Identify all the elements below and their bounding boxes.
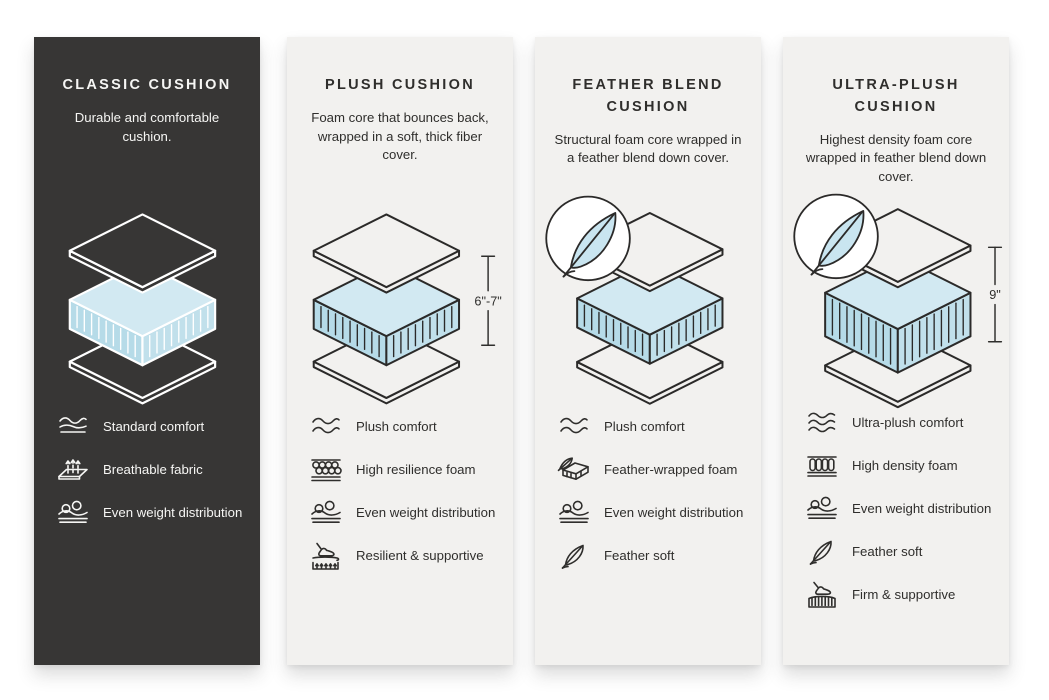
feature-row <box>56 456 252 484</box>
foot-press-icon <box>309 542 343 570</box>
foot-firm-icon <box>805 581 839 609</box>
wave-comfort-icon <box>557 413 591 441</box>
wave-comfort-icon <box>805 409 839 437</box>
feature-label: Breathable fabric <box>103 462 203 478</box>
feature-row <box>557 456 753 484</box>
height-dimension-label: 6"-7" <box>474 293 502 309</box>
card-plush-cushion <box>287 37 513 665</box>
feature-list <box>805 409 1001 624</box>
feature-label: Standard comfort <box>103 419 205 435</box>
feather-icon <box>557 542 591 570</box>
cushion-diagram-wrap <box>535 193 761 407</box>
cushion-exploded-diagram <box>291 209 509 409</box>
feather-wrapped-foam-icon <box>557 456 591 484</box>
feature-label: Even weight distribution <box>604 505 744 521</box>
feature-row <box>557 499 753 527</box>
feature-label: Feather soft <box>852 544 923 560</box>
feature-label: Even weight distribution <box>852 501 992 517</box>
card-ultra-plush-cushion <box>783 37 1009 665</box>
feature-label: Feather soft <box>604 548 675 564</box>
feature-label: Plush comfort <box>604 419 685 435</box>
card-description: Highest density foam core wrapped in feather blend down cover. <box>805 131 987 184</box>
cushion-diagram-wrap <box>783 191 1009 411</box>
feature-row <box>805 409 1001 437</box>
feature-row <box>805 495 1001 523</box>
weight-distribution-icon <box>309 499 343 527</box>
cushion-diagram-wrap <box>287 209 513 409</box>
foam-dense-icon <box>805 452 839 480</box>
cushion-exploded-diagram <box>539 193 757 407</box>
feature-label: Even weight distribution <box>356 505 496 521</box>
feature-row <box>56 499 252 527</box>
feature-label: Even weight distribution <box>103 505 243 521</box>
feature-row <box>309 456 505 484</box>
card-title: FEATHER BLEND CUSHION <box>572 77 724 115</box>
card-feather-blend-cushion <box>535 37 761 665</box>
weight-distribution-icon <box>805 495 839 523</box>
feature-label: High density foam <box>852 458 958 474</box>
feature-label: Firm & supportive <box>852 587 956 603</box>
card-title: ULTRA-PLUSH CUSHION <box>832 77 960 115</box>
cushion-exploded-diagram <box>38 209 256 409</box>
card-description: Foam core that bounces back, wrapped in a soft, thick fiber cover. <box>311 109 489 163</box>
feature-list <box>557 413 753 585</box>
feather-icon <box>805 538 839 566</box>
feature-label: High resilience foam <box>356 462 476 478</box>
feature-row <box>557 542 753 570</box>
wave-comfort-icon <box>309 413 343 441</box>
weight-distribution-icon <box>56 499 90 527</box>
feature-row <box>805 538 1001 566</box>
feature-list <box>309 413 505 585</box>
feature-label: Ultra-plush comfort <box>852 415 964 431</box>
feature-row <box>557 413 753 441</box>
breathable-fabric-icon <box>56 456 90 484</box>
card-classic-cushion <box>34 37 260 665</box>
feature-row <box>805 452 1001 480</box>
feature-row <box>56 413 252 441</box>
feature-row <box>805 581 1001 609</box>
card-title: PLUSH CUSHION <box>325 77 475 93</box>
card-description: Durable and comfortable cushion. <box>74 109 220 144</box>
feature-label: Feather-wrapped foam <box>604 462 738 478</box>
weight-distribution-icon <box>557 499 591 527</box>
feature-label: Resilient & supportive <box>356 548 484 564</box>
card-description: Structural foam core wrapped in a feather blend down cover. <box>554 131 742 166</box>
feature-row <box>309 542 505 570</box>
wave-comfort-icon <box>56 413 90 441</box>
feature-row <box>309 413 505 441</box>
feature-list <box>56 413 252 542</box>
height-dimension-label: 9" <box>989 287 1001 303</box>
cushion-diagram-wrap <box>34 209 260 409</box>
feature-label: Plush comfort <box>356 419 437 435</box>
feature-row <box>309 499 505 527</box>
foam-cells-icon <box>309 456 343 484</box>
cushion-exploded-diagram <box>787 191 1005 411</box>
card-title: CLASSIC CUSHION <box>62 77 232 93</box>
